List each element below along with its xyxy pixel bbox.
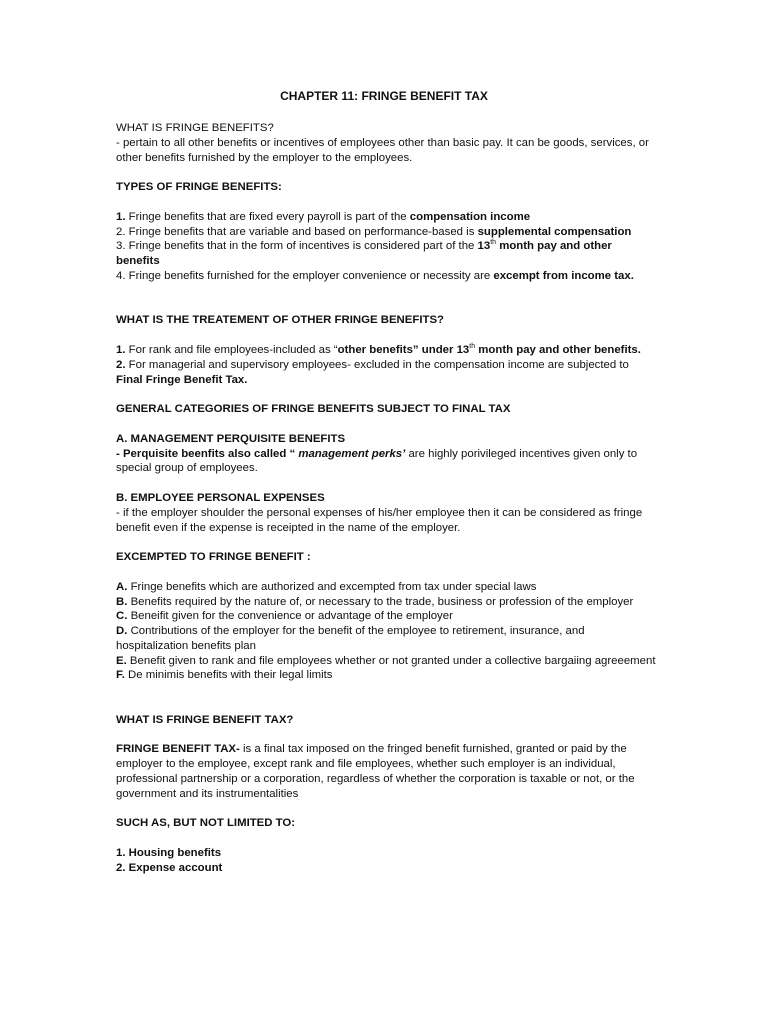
perquisite-paragraph: - Perquisite beenfits also called “ management perks’ are highly porivileged incentives given only to special group of employees. [116,447,638,475]
heading-treatment-of-other-fringe-benefits: WHAT IS THE TREATEMENT OF OTHER FRINGE BENEFITS? [116,314,444,327]
heading-excempted-to-fringe-benefit: EXCEMPTED TO FRINGE BENEFIT : [116,551,311,564]
list-item: E. Benefit given to rank and file employees whether or not granted under a collective bargaiing agreeement [116,654,656,667]
excempted-list [116,580,656,684]
heading-employee-personal-expenses: B. EMPLOYEE PERSONAL EXPENSES [116,491,325,504]
document-body [116,121,656,876]
heading-types-of-fringe-benefits: TYPES OF FRINGE BENEFITS: [116,181,282,194]
type-item-2: 2. Fringe benefits that are variable and based on performance-based is supplemental compensation [116,225,632,238]
list-item: C. Beneifit given for the convenience or advantage of the employer [116,610,453,623]
type-item-4: 4. Fringe benefits furnished for the employer convenience or necessity are excempt from income tax. [116,269,634,282]
list-item: B. Benefits required by the nature of, or necessary to the trade, business or profession of the employer [116,595,634,608]
heading-general-categories: GENERAL CATEGORIES OF FRINGE BENEFITS SUBJECT TO FINAL TAX [116,403,511,416]
list-item: 1. Housing benefits [116,847,222,860]
list-item: A. Fringe benefits which are authorized and excempted from tax under special laws [116,580,537,593]
heading-such-as: SUCH AS, BUT NOT LIMITED TO: [116,817,296,830]
personal-expenses-paragraph: - if the employer shoulder the personal expenses of his/her employee then it can be considered as fringe benefit even if the expense is receipted in the name of the employer. [116,506,643,534]
treatment-item-2: 2. For managerial and supervisory employees- excluded in the compensation income are subjected to Final Fringe Benefit Tax. [116,358,629,386]
list-item: 2. Expense account [116,861,223,874]
fringe-benefit-tax-paragraph: FRINGE BENEFIT TAX- is a final tax imposed on the fringed benefit furnished, granted or paid by the employer to the employee, except rank and file employees, whether such employer is an individual, professional partnership or a corporation, regardless of whether the corporation is taxable or not, or the government and its instrumentalities [116,743,635,800]
treatment-item-1: 1. For rank and file employees-included as “other benefits” under 13th month pay and other benefits. [116,343,641,356]
chapter-title: CHAPTER 11: FRINGE BENEFIT TAX [280,89,488,103]
list-item: F. De minimis benefits with their legal limits [116,669,333,682]
heading-management-perquisite-benefits: A. MANAGEMENT PERQUISITE BENEFITS [116,432,346,445]
list-item: D. Contributions of the employer for the benefit of the employee to retirement, insurance, and hospitalization benefits plan [116,625,585,652]
heading-what-is-fringe-benefits: WHAT IS FRINGE BENEFITS? [116,122,274,134]
heading-what-is-fringe-benefit-tax: WHAT IS FRINGE BENEFIT TAX? [116,713,294,726]
type-item-1: 1. Fringe benefits that are fixed every payroll is part of the compensation income [116,210,531,223]
type-item-3: 3. Fringe benefits that in the form of incentives is considered part of the 13th month pay and other benefits [116,239,612,268]
definition-paragraph: - pertain to all other benefits or incentives of employees other than basic pay. It can be goods, services, or other benefits furnished by the employer to the employees. [116,136,649,164]
